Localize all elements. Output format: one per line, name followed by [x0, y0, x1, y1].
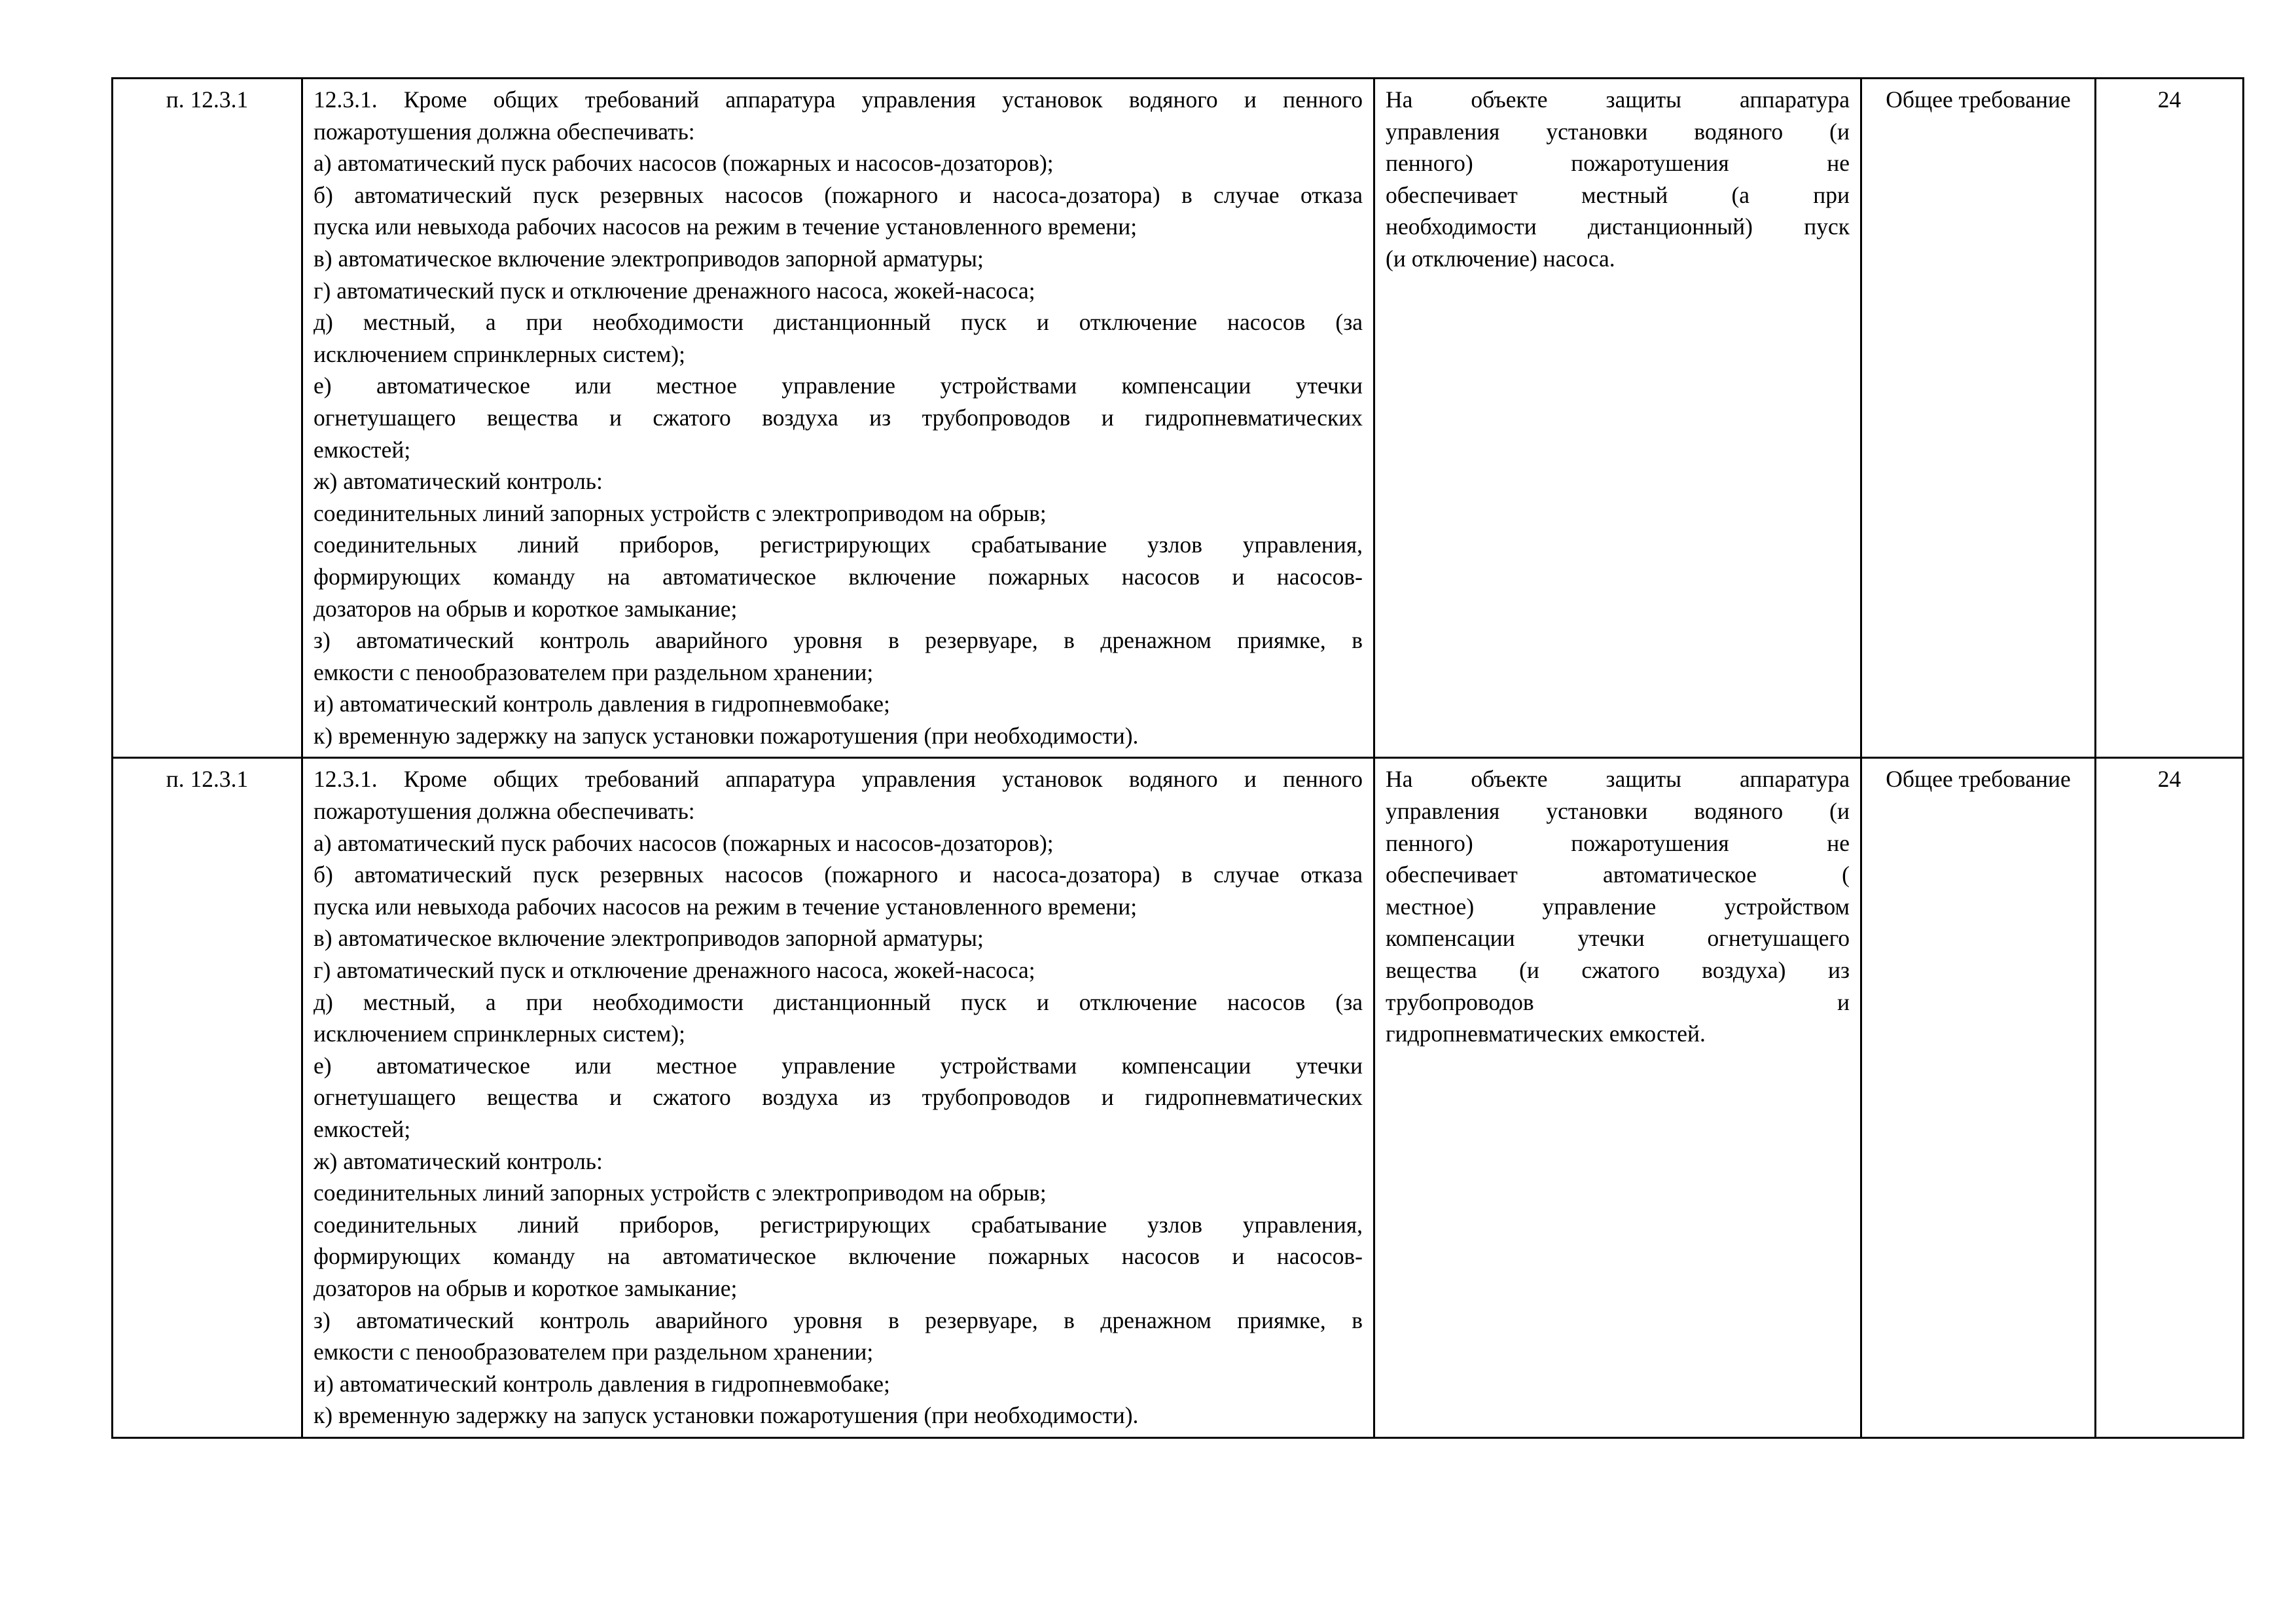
table-row	[113, 79, 2244, 758]
requirement-text: 12.3.1. Кроме общих требований аппаратура управления установок водяного и пенного пожаротушения должна обеспечивать: а) автоматический пуск рабочих насосов (пожарных и насосов-дозаторов); б) автоматический пуск резервных насосов (пожарного и насоса-дозатора) в случае отказа пуска или невыхода рабочих насосов на режим в течение установленного времени; в) автоматическое включение электроприводов запорной арматуры; г) автоматический пуск и отключение дренажного насоса, жокей-насоса; д) местный, а при необходимости дистанционный пуск и отключение насосов (за исключением спринклерных систем); е) автоматическое или местное управление устройствами компенсации утечки огнетушащего вещества и сжатого воздуха из трубопроводов и гидропневматических емкостей; ж) автоматический контроль: соединительных линий запорных устройств с электроприводом на обрыв; соединительных линий приборов, регистрирующих срабатывание узлов управления, формирующих команду на автоматическое включение пожарных насосов и насосов- дозаторов на обрыв и короткое замыкание; з) автоматический контроль аварийного уровня в резервуаре, в дренажном приямке, в емкости с пенообразователем при раздельном хранении; и) автоматический контроль давления в гидропневмобаке; к) временную задержку на запуск установки пожаротушения (при необходимости).	[302, 79, 1374, 758]
clause-reference: п. 12.3.1	[113, 758, 302, 1437]
page-number: 24	[2096, 758, 2244, 1437]
requirements-table	[111, 77, 2244, 1439]
clause-reference: п. 12.3.1	[113, 79, 302, 758]
violation-description: На объекте защиты аппаратура управления установки водяного (и пенного) пожаротушения не обеспечивает местный (а при необходимости дистанционный) пуск (и отключение) насоса.	[1374, 79, 1861, 758]
page-number: 24	[2096, 79, 2244, 758]
requirement-text: 12.3.1. Кроме общих требований аппаратура управления установок водяного и пенного пожаротушения должна обеспечивать: а) автоматический пуск рабочих насосов (пожарных и насосов-дозаторов); б) автоматический пуск резервных насосов (пожарного и насоса-дозатора) в случае отказа пуска или невыхода рабочих насосов на режим в течение установленного времени; в) автоматическое включение электроприводов запорной арматуры; г) автоматический пуск и отключение дренажного насоса, жокей-насоса; д) местный, а при необходимости дистанционный пуск и отключение насосов (за исключением спринклерных систем); е) автоматическое или местное управление устройствами компенсации утечки огнетушащего вещества и сжатого воздуха из трубопроводов и гидропневматических емкостей; ж) автоматический контроль: соединительных линий запорных устройств с электроприводом на обрыв; соединительных линий приборов, регистрирующих срабатывание узлов управления, формирующих команду на автоматическое включение пожарных насосов и насосов- дозаторов на обрыв и короткое замыкание; з) автоматический контроль аварийного уровня в резервуаре, в дренажном приямке, в емкости с пенообразователем при раздельном хранении; и) автоматический контроль давления в гидропневмобаке; к) временную задержку на запуск установки пожаротушения (при необходимости).	[302, 758, 1374, 1437]
requirement-kind: Общее требование	[1861, 758, 2096, 1437]
requirement-kind: Общее требование	[1861, 79, 2096, 758]
table-row	[113, 758, 2244, 1437]
violation-description: На объекте защиты аппаратура управления установки водяного (и пенного) пожаротушения не обеспечивает автоматическое ( местное) управление устройством компенсации утечки огнетушащего вещества (и сжатого воздуха) из трубопроводов и гидропневматических емкостей.	[1374, 758, 1861, 1437]
